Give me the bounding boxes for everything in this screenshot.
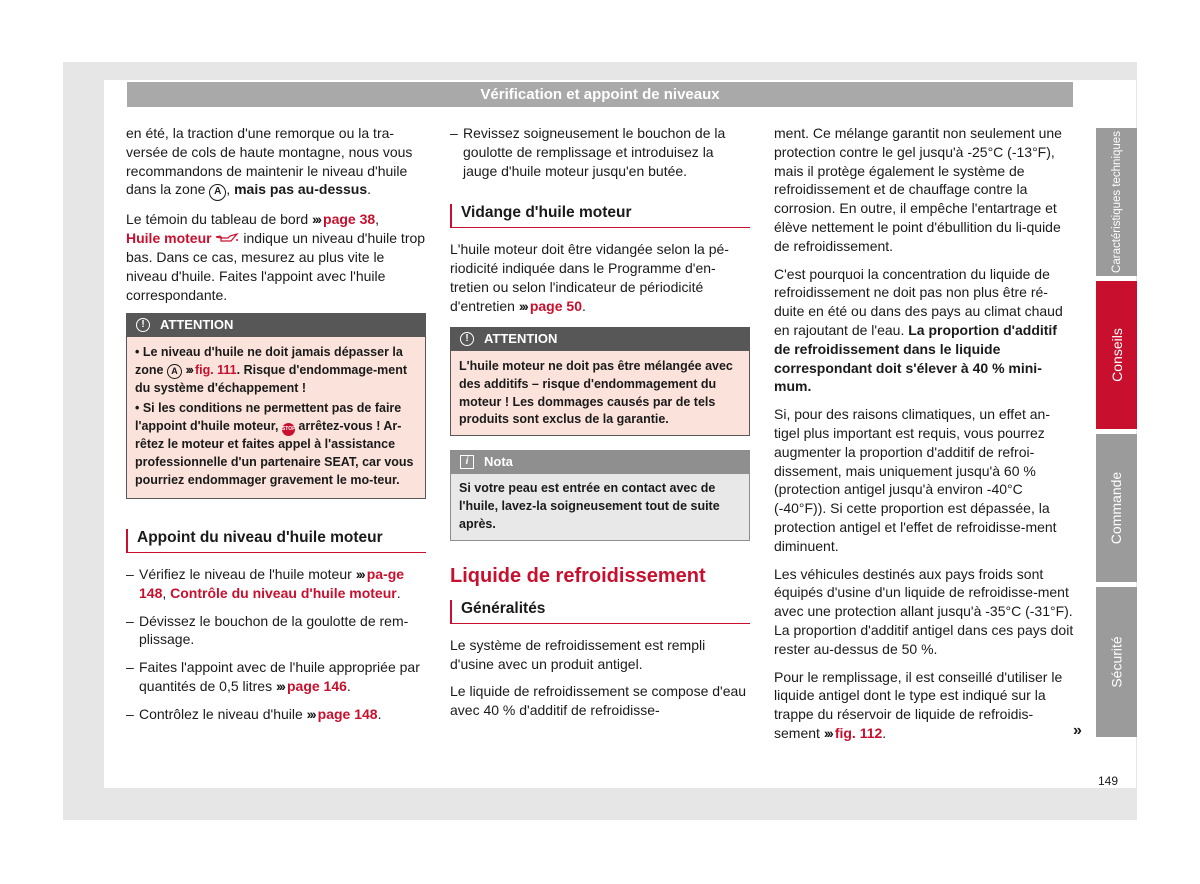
paragraph-oil-level: en été, la traction d'une remorque ou la tra-versée de cols de haute montagne, nous vous recommandons de maintenir le niveau d'huile dans la zone A , mais pas au-dessus. — [126, 124, 426, 201]
tab-conseils[interactable]: Conseils — [1096, 281, 1137, 429]
paragraph-coolant-protection: ment. Ce mélange garantit non seulement une protection contre le gel jusqu'à -25°C (-13°F), mais il protège également le système de refroidissement et de chauffage contre la corrosion. En outre, il empêche l'entartrage et élève nettement le point d'ébullition du li-quide de refroidissement. — [774, 125, 1062, 254]
stop-icon: STOP — [282, 423, 295, 436]
reference-arrow: ››› — [312, 211, 321, 228]
link-page-148[interactable]: page 148 — [317, 705, 378, 722]
paragraph-coolant-2: Le liquide de refroidissement se compose d'eau avec 40 % d'additif de refroidisse- — [450, 683, 747, 719]
section-title-appoint: Appoint du niveau d'huile moteur — [126, 529, 426, 553]
list-item: – Vérifiez le niveau de l'huile moteur ››› pa-ge 148, Contrôle du niveau d'huile moteur. — [126, 566, 405, 601]
tab-commande[interactable]: Commande — [1096, 434, 1137, 582]
column-3 — [774, 124, 1074, 752]
warning-icon: ! — [460, 332, 474, 346]
warning-box-additives: ! ATTENTION L'huile moteur ne doit pas être mélangée avec des additifs – risque d'endommagement du moteur ! Les dommages causés par de tels produits sont exclus de la garantie. — [450, 327, 750, 436]
link-fig-111[interactable]: fig. 111 — [194, 363, 237, 378]
warning-header: ! ATTENTION — [450, 327, 750, 351]
oil-can-icon — [215, 233, 239, 243]
section-header: Vérification et appoint de niveaux — [127, 82, 1073, 107]
page-number: 149 — [1098, 774, 1119, 788]
paragraph-coolant-1: Le système de refroidissement est rempli d'usine avec un produit antigel. — [450, 636, 706, 672]
chapter-title: Liquide de refroidissement — [450, 565, 706, 588]
link-page-50[interactable]: page 50 — [529, 297, 582, 314]
section-title-generalites: Généralités — [450, 600, 750, 624]
warning-item: • Le niveau d'huile ne doit jamais dépasser la zone A ››› fig. 111. Risque d'endommage-ment du système d'échappement ! — [135, 345, 407, 395]
zone-a-marker: A — [209, 184, 226, 201]
column-2 — [450, 124, 750, 729]
info-icon: i — [460, 455, 474, 469]
link-fig-112[interactable]: fig. 112 — [834, 724, 883, 741]
paragraph-vidange: L'huile moteur doit être vidangée selon la pé-riodicité indiquée dans le Programme d'en-tretien ou selon l'indicateur de périodicité d'entretien ››› page 50. — [450, 241, 729, 314]
note-header: i Nota — [450, 450, 750, 474]
note-box: i Nota Si votre peau est entrée en contact avec de l'huile, lavez-la soigneusement tout de suite après. — [450, 450, 750, 541]
paragraph-coolant-filling: Pour le remplissage, il est conseillé d'utiliser le liquide antigel dont le type est indiqué sur la trappe du réservoir de liquide de refroidis-sement ››› fig. 112. — [774, 668, 1063, 741]
list-item: – Revissez soigneusement le bouchon de la goulotte de remplissage et introduisez la jauge d'huile moteur jusqu'en butée. — [450, 125, 726, 179]
paragraph-coolant-cold-countries: Les véhicules destinés aux pays froids sont équipés d'usine d'un liquide de refroidisse-ment avec une protection allant jusqu'à -35°C (-31°F). La proportion d'additif antigel dans ces pays doit rester au-dessus de 50 %. — [774, 565, 1074, 657]
link-page-148[interactable]: pa-ge 148 — [139, 566, 405, 601]
list-item: – Contrôlez le niveau d'huile ››› page 148. — [126, 705, 382, 722]
paragraph-coolant-climate: Si, pour des raisons climatiques, un effet an-tigel plus important est requis, vous pourrez augmenter la proportion d'additif de refroi-dissement, mais uniquement jusqu'à 60 % (protection antigel jusqu'à environ -40°C (-40°F)). Si cette proportion est dépassée, la protection antigel et l'effet de refroidisse-ment diminuent. — [774, 406, 1057, 554]
warning-item: • Si les conditions ne permettent pas de faire l'appoint d'huile moteur, STOP arrêtez-vous ! Ar-rêtez le moteur et faites appel à l'assistance professionnelle d'un partenaire SEAT, car vous pourriez endommager gravement le mo-teur. — [135, 401, 414, 487]
list-item: – Dévissez le bouchon de la goulotte de rem-plissage. — [126, 612, 409, 648]
list-item: – Faites l'appoint avec de l'huile appropriée par quantités de 0,5 litres ››› page 146. — [126, 659, 420, 695]
tab-caracteristiques-techniques[interactable]: Caractéristiques techniques — [1096, 128, 1137, 276]
zone-a-marker: A — [167, 364, 182, 379]
section-title-vidange: Vidange d'huile moteur — [450, 204, 750, 228]
warning-box-oil — [126, 313, 426, 499]
tab-securite[interactable]: Sécurité — [1096, 587, 1137, 737]
column-1 — [126, 124, 426, 733]
link-page-146[interactable]: page 146 — [286, 678, 347, 695]
link-page-38[interactable]: page 38 — [323, 211, 376, 228]
paragraph-coolant-concentration: C'est pourquoi la concentration du liquide de refroidissement ne doit pas non plus être ré-duite en été ou dans des pays au climat chaud en rajoutant de l'eau. La proportion d'additif de refroidissement dans le liquide correspondant doit s'élever à 40 % mini-mum. — [774, 265, 1063, 395]
warning-header: ! ATTENTION — [126, 313, 426, 337]
paragraph-warning-lamp: Le témoin du tableau de bord ››› page 38, Huile moteur indique un niveau d'huile trop bas. Dans ce cas, mesurez au plus vite le niveau d'huile. Faites l'appoint avec l'huile correspondante. — [126, 211, 426, 303]
warning-icon: ! — [136, 318, 150, 332]
continue-marker: » — [1073, 722, 1082, 739]
